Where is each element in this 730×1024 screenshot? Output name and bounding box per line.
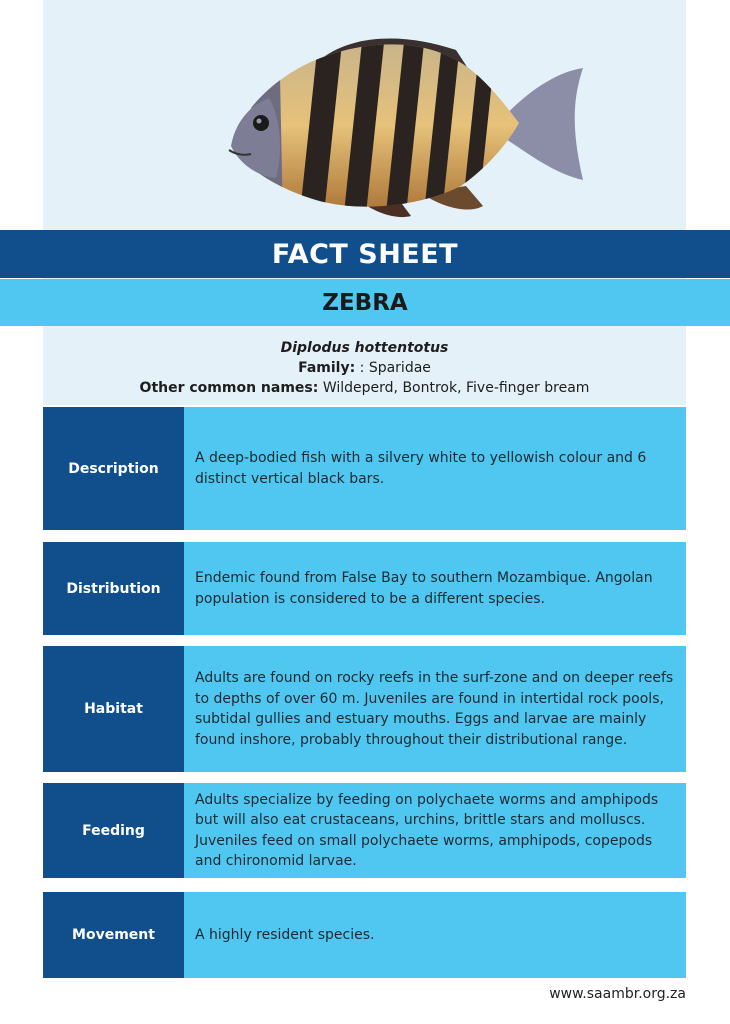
fact-label: Movement [43, 892, 184, 978]
scientific-name: Diplodus hottentotus [280, 340, 449, 356]
family-value: : Sparidae [359, 360, 431, 376]
fact-label: Feeding [43, 783, 184, 878]
fact-text: Endemic found from False Bay to southern Mozambique. Angolan population is considered to be a different species. [195, 570, 653, 607]
fact-text: A highly resident species. [195, 926, 375, 943]
other-names-value: Wildeperd, Bontrok, Five-finger bream [322, 380, 590, 396]
fact-text: Adults are found on rocky reefs in the surf-zone and on deeper reefs to depths of over 60 m. Juveniles are found in intertidal rock pools, subtidal gullies and estuary mouths. Eggs and larvae are mainly found inshore, probably throughout their distributional range. [195, 670, 674, 748]
family-label: Family: [298, 360, 356, 376]
fish-name-heading: ZEBRA [0, 279, 730, 326]
fact-row-description [43, 407, 686, 530]
fact-label: Habitat [43, 646, 184, 772]
zebra-fish-image [221, 28, 601, 223]
website-link[interactable]: www.saambr.org.za [549, 986, 686, 1002]
fact-row-feeding [43, 783, 686, 878]
other-names-line [43, 378, 686, 398]
species-info [43, 338, 686, 398]
family-line [43, 358, 686, 378]
fact-row-habitat [43, 646, 686, 772]
fact-label: Distribution [43, 542, 184, 635]
fact-row-distribution [43, 542, 686, 635]
fact-text: Adults specialize by feeding on polychaete worms and amphipods but will also eat crustaceans, urchins, brittle stars and molluscs. Juveniles feed on small polychaete worms, amphipods, copepods and chironomid larvae. [195, 791, 659, 869]
page-title: FACT SHEET [0, 230, 730, 278]
fact-label: Description [43, 407, 184, 530]
other-names-label: Other common names: [139, 380, 319, 396]
fact-text: A deep-bodied fish with a silvery white to yellowish colour and 6 distinct vertical black bars. [195, 450, 647, 487]
fact-row-movement [43, 892, 686, 978]
